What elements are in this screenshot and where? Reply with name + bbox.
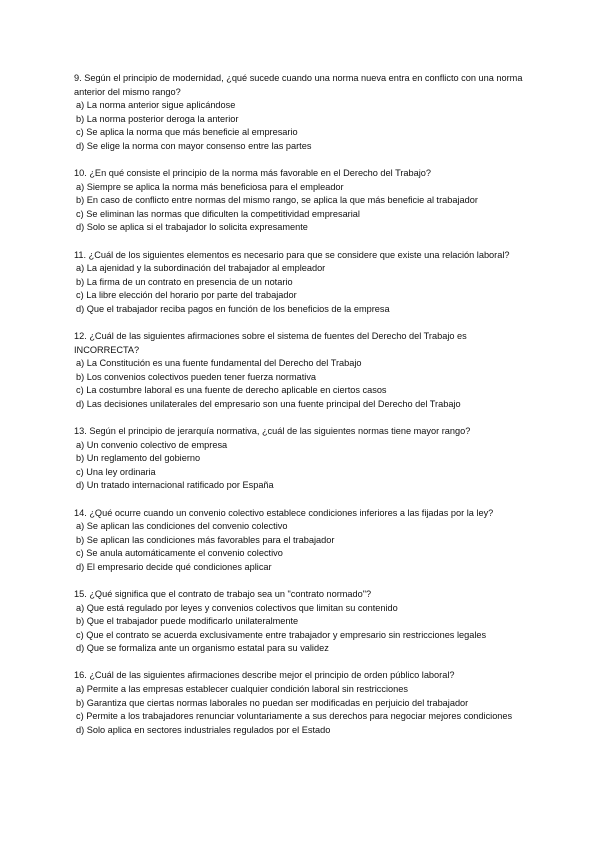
- option-d: d) Se elige la norma con mayor consenso entre las partes: [76, 140, 312, 151]
- option-b: b) La norma posterior deroga la anterior: [76, 113, 239, 124]
- option-d: d) El empresario decide qué condiciones aplicar: [76, 561, 272, 572]
- question-text: 14. ¿Qué ocurre cuando un convenio colectivo establece condiciones inferiores a las fijadas por la ley?: [74, 507, 494, 518]
- option-d: d) Un tratado internacional ratificado por España: [76, 480, 274, 491]
- question-16: [74, 669, 534, 737]
- option-d: d) Que se formaliza ante un organismo estatal para su validez: [76, 643, 329, 654]
- option-c: c) Se eliminan las normas que dificulten la competitividad empresarial: [76, 208, 360, 219]
- option-d: d) Solo aplica en sectores industriales regulados por el Estado: [76, 724, 331, 735]
- question-15: [74, 588, 534, 656]
- option-c: c) Una ley ordinaria: [76, 466, 156, 477]
- option-c: c) La libre elección del horario por parte del trabajador: [76, 290, 297, 301]
- option-b: b) Los convenios colectivos pueden tener fuerza normativa: [76, 371, 317, 382]
- option-b: b) Se aplican las condiciones más favorables para el trabajador: [76, 534, 335, 545]
- option-a: a) Se aplican las condiciones del convenio colectivo: [76, 521, 288, 532]
- question-text: 10. ¿En qué consiste el principio de la norma más favorable en el Derecho del Trabajo?: [74, 168, 431, 179]
- option-c: c) Que el contrato se acuerda exclusivamente entre trabajador y empresario sin restricciones legales: [76, 629, 487, 640]
- option-d: d) Que el trabajador reciba pagos en función de los beneficios de la empresa: [76, 303, 390, 314]
- option-a: a) Permite a las empresas establecer cualquier condición laboral sin restricciones: [76, 684, 408, 695]
- document-page: [74, 72, 534, 751]
- option-a: a) Que está regulado por leyes y convenios colectivos que limitan su contenido: [76, 602, 398, 613]
- option-c: c) Se anula automáticamente el convenio colectivo: [76, 548, 283, 559]
- question-11: [74, 249, 534, 317]
- option-c: c) La costumbre laboral es una fuente de derecho aplicable en ciertos casos: [76, 385, 387, 396]
- question-text: 16. ¿Cuál de las siguientes afirmaciones describe mejor el principio de orden público laboral?: [74, 670, 455, 681]
- option-a: a) La norma anterior sigue aplicándose: [76, 100, 236, 111]
- question-12: [74, 330, 534, 412]
- option-b: b) Garantiza que ciertas normas laborales no puedan ser modificadas en perjuicio del trabajador: [76, 697, 469, 708]
- option-a: a) Un convenio colectivo de empresa: [76, 439, 228, 450]
- question-text: 12. ¿Cuál de las siguientes afirmaciones sobre el sistema de fuentes del Derecho del Trabajo es INCORRECTA?: [74, 331, 467, 355]
- option-a: a) Siempre se aplica la norma más beneficiosa para el empleador: [76, 181, 344, 192]
- question-text: 15. ¿Qué significa que el contrato de trabajo sea un "contrato normado"?: [74, 589, 372, 599]
- question-10: [74, 167, 534, 235]
- option-a: a) La Constitución es una fuente fundamental del Derecho del Trabajo: [76, 358, 362, 369]
- option-b: b) En caso de conflicto entre normas del mismo rango, se aplica la que más beneficie al trabajador: [76, 195, 478, 206]
- question-13: [74, 425, 534, 493]
- question-14: [74, 507, 534, 575]
- option-b: b) La firma de un contrato en presencia de un notario: [76, 276, 293, 287]
- question-text: 9. Según el principio de modernidad, ¿qué sucede cuando una norma nueva entra en conflicto con una norma anterior del mismo rango?: [74, 73, 523, 97]
- option-c: c) Se aplica la norma que más beneficie al empresario: [76, 127, 298, 138]
- option-d: d) Solo se aplica si el trabajador lo solicita expresamente: [76, 222, 308, 233]
- question-9: [74, 72, 534, 154]
- question-text: 11. ¿Cuál de los siguientes elementos es necesario para que se considere que existe una relación laboral?: [74, 249, 510, 260]
- option-b: b) Un reglamento del gobierno: [76, 453, 201, 464]
- option-a: a) La ajenidad y la subordinación del trabajador al empleador: [76, 263, 326, 274]
- question-text: 13. Según el principio de jerarquía normativa, ¿cuál de las siguientes normas tiene mayor rango?: [74, 426, 471, 437]
- option-d: d) Las decisiones unilaterales del empresario son una fuente principal del Derecho del Trabajo: [76, 398, 461, 409]
- option-b: b) Que el trabajador puede modificarlo unilateralmente: [76, 616, 299, 627]
- option-c: c) Permite a los trabajadores renunciar voluntariamente a sus derechos para negociar mejores condiciones: [76, 711, 513, 722]
